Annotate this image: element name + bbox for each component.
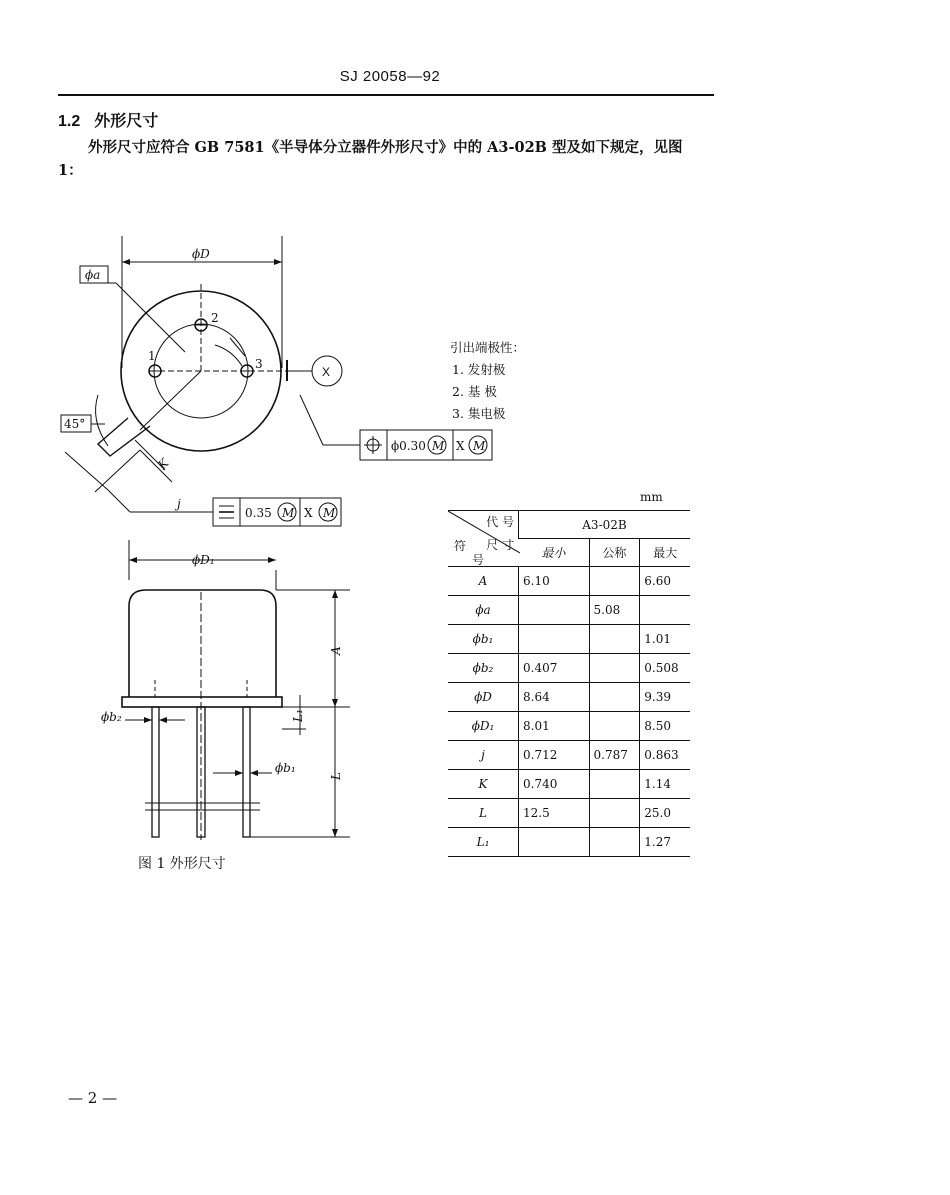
header-num: 号 [472,553,485,567]
table-row [448,596,690,625]
cell-max: 1.14 [640,770,690,799]
header-sym: 符 [454,539,467,553]
tol2-modifier: M [282,506,295,520]
cell-nom [589,828,640,857]
datum-x-label: X [322,365,331,379]
table-row [448,828,690,857]
tol1-ref: X [456,439,465,453]
L1-label: L₁ [291,709,305,722]
col-min-header: 最小 [519,539,590,567]
table-row [448,683,690,712]
cell-max: 1.01 [640,625,690,654]
cell-min: 0.712 [519,741,590,770]
cell-sym: j [448,741,519,770]
phiD1-label: ϕD₁ [192,553,215,567]
section-number: 1.2 [58,113,81,130]
cell-min: 0.740 [519,770,590,799]
cell-max: 9.39 [640,683,690,712]
cell-nom [589,770,640,799]
pin1-label: 1 [148,349,156,363]
cell-min [519,828,590,857]
cell-max: 8.50 [640,712,690,741]
cell-max: 1.27 [640,828,690,857]
A-label: A [329,646,343,655]
header-code: 代 号 [486,515,514,529]
tol2-ref: X [304,506,313,520]
tol1-modifier: M [432,439,445,453]
cell-sym: L [448,799,519,828]
table-row [448,625,690,654]
pin-polarity-item: 3. 集电极 [452,406,506,421]
cell-nom [589,683,640,712]
cell-max: 6.60 [640,567,690,596]
cell-max [640,596,690,625]
cell-nom [589,712,640,741]
tol2-ref-modifier: M [323,506,336,520]
page-number: — 2 — [68,1089,118,1107]
figure-caption: 图 1 外形尺寸 [138,856,226,872]
phia-label: ϕa [85,268,101,282]
cell-sym: L₁ [448,828,519,857]
cell-sym: ϕa [448,596,519,625]
cell-sym: K [448,770,519,799]
cell-min: 8.01 [519,712,590,741]
cell-min: 0.407 [519,654,590,683]
cell-sym: A [448,567,519,596]
table-row [448,712,690,741]
table-row [448,799,690,828]
table-corner-cell [448,511,519,567]
pin3-label: 3 [255,357,263,371]
phib2-label: ϕb₂ [101,710,122,724]
cell-nom [589,799,640,828]
cell-max: 0.508 [640,654,690,683]
cell-max: 25.0 [640,799,690,828]
cell-sym: ϕD₁ [448,712,519,741]
standard-code: SJ 20058—92 [339,68,441,85]
phib1-label: ϕb₁ [275,761,296,775]
section-title-text: 外形尺寸 [94,111,159,130]
cell-nom: 0.787 [589,741,640,770]
pin-polarity-item: 2. 基 极 [452,384,497,399]
tol2-value: 0.35 [245,506,272,520]
j-label: j [177,497,181,511]
pin-polarity-title: 引出端极性： [450,340,526,355]
table-row [448,654,690,683]
top-view [61,236,492,526]
cell-nom [589,625,640,654]
cell-nom: 5.08 [589,596,640,625]
side-view [101,540,350,840]
cell-min: 8.64 [519,683,590,712]
cell-min [519,596,590,625]
col-nom-header: 公称 [589,539,640,567]
table-row [448,741,690,770]
dimensions-table [448,510,690,857]
cell-min: 12.5 [519,799,590,828]
phiD-label: ϕD [192,247,210,261]
table-header-row [448,511,690,539]
cell-nom [589,567,640,596]
table-unit: mm [640,490,663,504]
section-paragraph-cont: 1： [58,162,83,179]
tol1-value: ϕ0.30 [391,439,426,453]
tol1-ref-modifier: M [473,439,486,453]
cell-min [519,625,590,654]
pin-polarity-item: 1. 发射极 [452,362,506,377]
L-label: L [329,772,343,780]
table-row [448,770,690,799]
pin2-label: 2 [211,311,219,325]
cell-min: 6.10 [519,567,590,596]
angle-label: 45° [64,417,86,431]
cell-max: 0.863 [640,741,690,770]
table-row [448,567,690,596]
header-size: 尺 寸 [486,538,514,552]
K-label: K [155,455,172,473]
type-header: A3-02B [519,511,691,539]
cell-sym: ϕD [448,683,519,712]
cell-sym: ϕb₂ [448,654,519,683]
col-max-header: 最大 [640,539,690,567]
section-paragraph: 外形尺寸应符合 GB 7581《半导体分立器件外形尺寸》中的 A3-02B 型及如下规定，见图 [88,139,683,156]
cell-nom [589,654,640,683]
cell-sym: ϕb₁ [448,625,519,654]
